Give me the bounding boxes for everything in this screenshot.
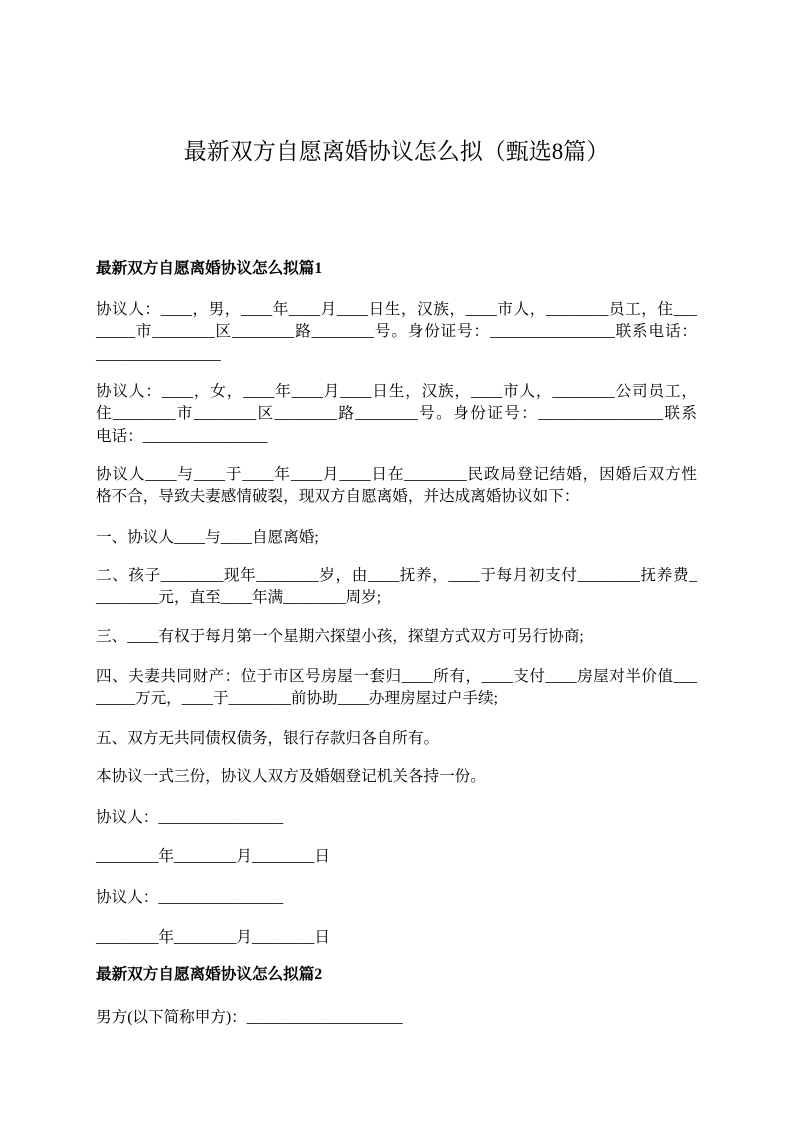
text-line: ________________ [96,345,221,363]
date-line-2 [96,927,697,949]
text-line: ________年________月________日 [96,929,330,946]
clause-5 [96,728,697,750]
text-line: 五、双方无共同债权债务，银行存款归各自所有。 [96,730,440,747]
text-line: 协议人：____，女，____年____月____日生，汉族，____市人，________公司员工， [96,383,697,400]
text-line: 四、夫妻共同财产：位于市区号房屋一套归____所有，____支付____房屋对半价值___ [96,668,697,685]
male-party-line [96,1007,697,1029]
text-line: 协议人____与____于____年____月____日在________民政局登记结婚，因婚后双方性 [96,466,697,483]
text-line: _____市________区________路________号。身份证号：________________联系电话： [96,323,697,341]
marriage-paragraph [96,464,697,509]
clause-2 [96,565,697,610]
text-line: 二、孩子________现年________岁，由____抚养，____于每月初支付________抚养费_ [96,567,697,584]
text-line: 协议人：____，男，____年____月____日生，汉族，____市人，________员工，住___ [96,301,697,318]
text-line: 协议人：________________ [96,889,284,906]
text-line: 协议人：________________ [96,809,284,826]
document-title: 最新双方自愿离婚协议怎么拟（甄选8篇） [183,139,610,164]
section-heading-2: 最新双方自愿离婚协议怎么拟篇2 [96,966,323,983]
copies-paragraph [96,766,697,788]
text-line: 格不合，导致夫妻感情破裂，现双方自愿离婚，并达成离婚协议如下： [96,488,580,506]
text-line: 男方(以下简称甲方)：____________________ [96,1009,403,1026]
signature-line-2 [96,887,697,909]
party-1-paragraph [96,299,697,366]
text-line: _____万元，____于________前协助____办理房屋过户手续; [96,690,498,708]
text-line: ________元，直至____年满________周岁; [96,589,382,607]
text-line: 一、协议人____与____自愿离婚; [96,529,319,546]
party-2-paragraph [96,381,697,448]
text-line: 本协议一式三份，协议人双方及婚姻登记机关各持一份。 [96,768,486,785]
date-line-1 [96,846,697,868]
clause-3 [96,626,697,648]
text-line: ________年________月________日 [96,848,330,865]
text-line: 电话：________________ [96,427,268,445]
clause-4 [96,666,697,711]
section-heading-1: 最新双方自愿离婚协议怎么拟篇1 [96,260,323,277]
signature-line-1 [96,807,697,829]
text-line: 三、____有权于每月第一个星期六探望小孩，探望方式双方可另行协商; [96,628,584,645]
clause-1 [96,527,697,549]
text-line: 住________市________区________路________号。身份证号：________________联系 [96,405,697,423]
